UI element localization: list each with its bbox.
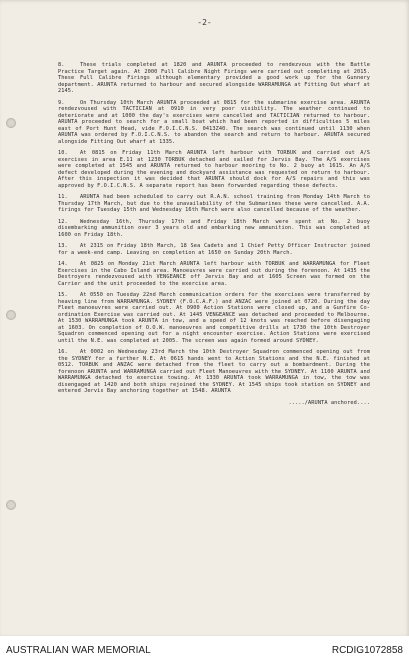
archive-reference: RCDIG1072858 — [331, 645, 403, 656]
paragraph — [58, 349, 370, 395]
punch-hole — [6, 500, 16, 510]
punch-hole — [6, 118, 16, 128]
paragraph — [58, 219, 370, 239]
paragraph — [58, 150, 370, 189]
archive-footer — [0, 636, 409, 666]
paragraph-text: At 2315 on Friday 18th March, 18 Sea Cadets and 1 Chief Petty Officer Instructor joined for a week-end camp. Leaving on completion at 1650 on Sunday 20th March. — [58, 243, 370, 256]
paragraph-number: 16. — [58, 349, 68, 355]
paragraph-text: On Thursday 10th March ARUNTA proceeded at 0815 for the submarine exercise area. ARUNTA rendezvoused with TACTICIAN at 0910 in very poor visibility. The weather continued to deteriorate and at 1000 the day's exercises were cancelled and TACTICIAN returned to harbour. ARUNTA proceeded to search for a small boat which had been reported in difficulties 5 miles east of Port Hunt Head, vide F.O.I.C.N.S. 0413Z40. The search was continued until 1130 when ARUNTA was ordered by F.O.I.C.N.S. to abandon the search and return to harbour. ARUNTA secured alongside Fitting Out wharf at 1335. — [58, 99, 370, 145]
paragraph — [58, 292, 370, 344]
paragraph-number: 9. — [58, 99, 65, 106]
archive-name: AUSTRALIAN WAR MEMORIAL — [6, 645, 151, 656]
paragraph-text: At 0815 on Friday 11th March ARUNTA left harbour with TORBUK and carried out A/S exercises in area E.11 at 1230 TORBUK detached and sailed for Jervis Bay. The A/S exercises were completed at 1545 and ARUNTA returned to harbour mooring to No. 2 buoy at 1615. An A/S defect developed during the evening and dockyard assistance was requested on return to harbour. After this inspection it was decided that ARUNTA should dock for A/S repairs and this was approved by F.O.I.C.N.S. A separate report has been forwarded regarding these defects. — [58, 150, 370, 189]
document-body — [58, 62, 370, 627]
paragraph — [58, 62, 370, 95]
paragraph-number: 13. — [58, 243, 68, 249]
paragraph-text: Wednesday 16th, Thursday 17th and Friday 18th March were spent at No. 2 buoy disembarking ammunition over 3 years old and embarking new ammunition. This was completed at 1600 on Friday 18th. — [58, 218, 370, 238]
paragraph — [58, 100, 370, 146]
paragraph-text: These trials completed at 1820 and ARUNTA proceeded to rendezvous with the Battle Practice Target again. At 2000 Full Calibre Night Firings were carried out completing at 2015. These Full Calibre Firings although elementary provided a good work up for the Gunnery department. ARUNTA returned to harbour and secured alongside WARRAMUNGA at Fitting Out wharf at 2145. — [58, 62, 370, 94]
paragraph-number: 8. — [58, 62, 65, 68]
paragraph-number: 10. — [58, 150, 68, 156]
punch-hole — [6, 310, 16, 320]
binder-holes — [0, 0, 22, 636]
paragraph-text: At 0825 on Monday 21st March ARUNTA left harbour with TORBUK and WARRAMUNGA for Fleet Exercises in the Cabo Island area. Manoeuvres were carried out during the forenoon. At 1435 the Destroyers rendezvoused with VENGEANCE off Jervis Bay and at 1605 Screen was formed on the Carrier and the unit proceeded to the exercise area. — [58, 261, 370, 287]
paragraph-number: 14. — [58, 261, 68, 267]
paragraph — [58, 194, 370, 214]
paragraph-text: At 0002 on Wednesday 23rd March the 10th Destroyer Squadron commenced opening out from the SYDNEY for a further N.E. At 0615 hands went to Action Stations and the N.E. finished at 0512. TORBUK and ANZAC were detached from the fleet to carry out a bombardment. During the forenoon ARUNTA and WARRAMUNGA carried out Fleet Manoeuvres with the SYDNEY. At 1100 ARUNTA and WARRAMUNGA detached to exercise towing. At 1330 ARUNTA took WARRAMUNGA in tow, the tow was disengaged at 1420 and both ships rejoined the SYDNEY. At 1545 ships took station on SYDNEY and entered Jervis Bay anchoring together at 1548. ARUNTA — [58, 349, 370, 394]
paragraph-number: 11. — [58, 194, 68, 200]
paragraph — [58, 261, 370, 287]
paragraph-number: 15. — [58, 292, 68, 298]
paragraph-number: 12. — [58, 218, 68, 225]
continuation-note: ...../ARUNTA anchored.... — [288, 399, 370, 406]
paragraph-text: At 0550 on Tuesday 22nd March communication orders for the exercises were transferred by heaving line from WARRAMUNGA. SYDNEY (F.O.C.A.F.) and ANZAC were joined at 0720. During the day Fleet manoeuvres were carried out. At 0900 Action Stations were closed up, and a Gunfire Co-ordination Exercise was carried out. At 1445 VENGEANCE was detached and proceeded to Melbourne. At 1530 WARRAMUNGA took ARUNTA in tow, and a speed of 12 knots was reached before disengaging at 1603. On completion of O.O.W. manoeuvres and competitive drills at 1730 the 10th Destroyer Squadron commenced opening out for a night encounter exercise. Action Stations were exercised until the N.E. was completed at 2005. The screen was again formed around SYDNEY. — [58, 292, 370, 344]
paragraph — [58, 243, 370, 256]
page-number: -2- — [197, 18, 212, 27]
paragraph-text: ARUNTA had been scheduled to carry out R.A.N. school training from Monday 14th March to Thursday 17th March, but due to the unavailability of the Submarines these were cancelled. A.A. firings for Tuesday 15th and Wednesday 16th March were also cancelled because of the weather. — [58, 194, 370, 213]
